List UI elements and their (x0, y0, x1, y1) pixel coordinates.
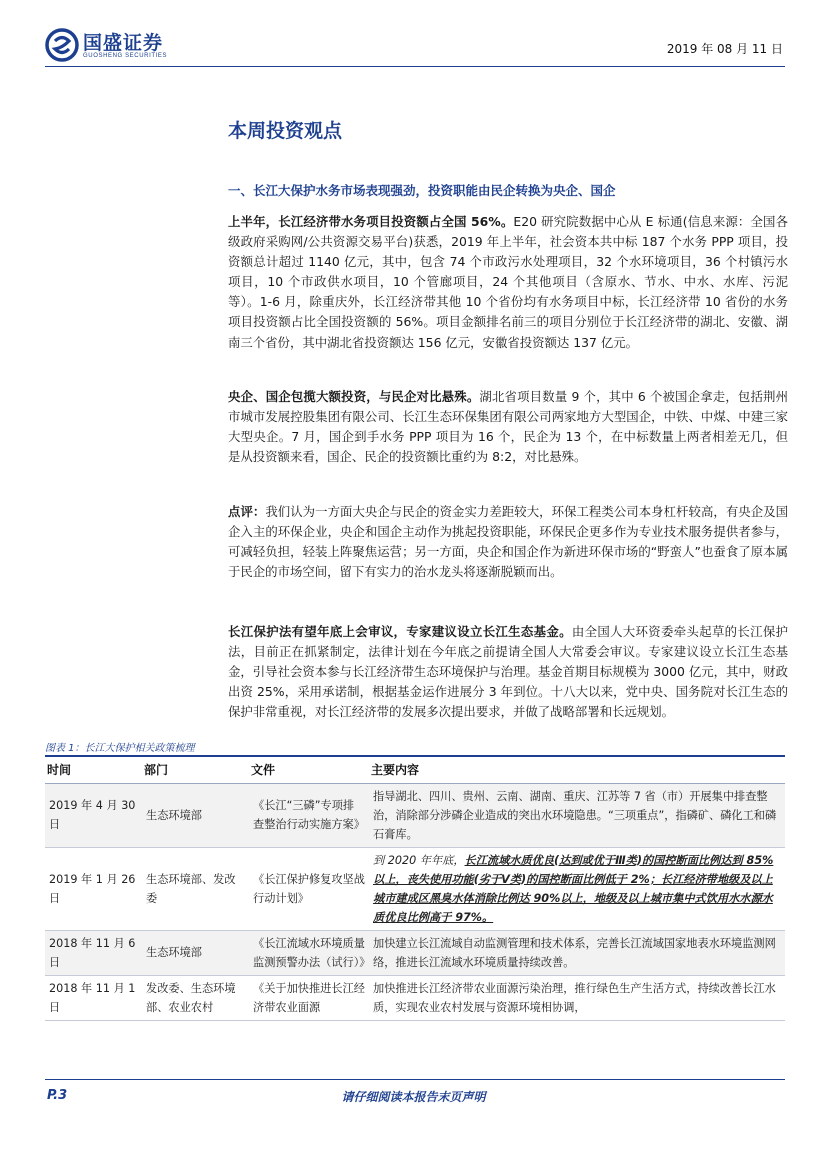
table-row (45, 930, 785, 975)
header-divider (45, 66, 785, 67)
paragraph-lead: 长江保护法有望年底上会审议，专家建议设立长江生态基金。 (228, 624, 572, 639)
paragraph-lead: 央企、国企包揽大额投资，与民企对比悬殊。 (228, 389, 480, 404)
cell-dept: 生态环境部 (142, 783, 249, 847)
cell-time: 2019 年 1 月 26 日 (45, 847, 142, 930)
cell-doc: 《长江流域水环境质量监测预警办法（试行）》 (249, 930, 369, 975)
cell-time: 2018 年 11 月 6 日 (45, 930, 142, 975)
table-row (45, 847, 785, 930)
paragraph-body: 湖北省项目数量 9 个，其中 6 个被国企拿走，包括荆州市城市发展控股集团有限公司、长江生态环保集团有限公司两家地方大型国企，中铁、中煤、中建三家大型央企。7 月，国企到手水务 PPP 项目为 16 个，民企为 13 个，在中标数量上两者相差无几，但是从投资额来看，国企、民企的投资额比重约为 8:2，对比悬殊。 (228, 389, 789, 465)
paragraph-lead: 点评： (228, 504, 266, 519)
report-date: 2019 年 08 月 11 日 (666, 42, 783, 56)
logo-text-cn: 国盛证券 (83, 32, 164, 54)
content-highlight: 长江流域水质优良(达到或优于Ⅲ类)的国控断面比例达到 85%以上，丧失使用功能(劣于Ⅴ类)的国控断面比例低于 2%；长江经济带地级及以上城市建成区黑臭水体消除比例达 90%以上，地级及以上城市集中式饮用水水源水质优良比例高于 97%。 (373, 853, 774, 924)
cell-doc: 《长江保护修复攻坚战行动计划》 (249, 847, 369, 930)
footer-divider (45, 1079, 785, 1080)
cell-content: 加快推进长江经济带农业面源污染治理，推行绿色生产生活方式，持续改善长江水质，实现农业农村发展与资源环境相协调， (369, 975, 785, 1020)
column-header-dept: 部门 (142, 759, 249, 783)
cell-doc: 《长江“三磷”专项排查整治行动实施方案》 (249, 783, 369, 847)
paragraph-lead: 上半年，长江经济带水务项目投资额占全国 56%。 (228, 214, 514, 229)
cell-content: 加快建立长江流域自动监测管理和技术体系，完善长江流域国家地表水环境监测网络，推进长江流域水环境质量持续改善。 (369, 930, 785, 975)
page-number: P.3 (47, 1088, 68, 1103)
policy-table (45, 759, 785, 1021)
figure-divider (45, 755, 785, 757)
paragraph-soe-investment (228, 387, 788, 467)
table-row (45, 783, 785, 847)
sub-heading: 一、长江大保护水务市场表现强劲，投资职能由民企转换为央企、国企 (228, 183, 616, 198)
cell-dept: 发改委、生态环境部、农业农村 (142, 975, 249, 1020)
paragraph-body: E20 研究院数据中心从 E 标通(信息来源：全国各级政府采购网/公共资源交易平台)获悉，2019 年上半年，社会资本共中标 187 个水务 PPP 项目，投资额总计超过 1140 亿元，其中，包含 74 个市政污水处理项目，32 个水环境项目，36 个村镇污水项目，10 个市政供水项目，10 个管廊项目，24 个其他项目（含原水、节水、中水、水库、污泥等）。1-6 月，除重庆外，长江经济带其他 10 个省份均有水务项目中标，长江经济带 10 省份的水务项目投资额占比全国投资额的 56%。项目金额排名前三的项目分别位于长江经济带的湖北、安徽、湖南三个省份，其中湖北省投资额达 156 亿元，安徽省投资额达 137 亿元。 (228, 214, 788, 350)
paragraph-yangtze-law (228, 622, 788, 722)
column-header-time: 时间 (45, 759, 142, 783)
paragraph-body: 由全国人大环资委牵头起草的长江保护法，目前正在抓紧制定，法律计划在今年底之前提请全国人大常委会审议。专家建议设立长江生态基金，引导社会资本参与长江经济带生态环境保护与治理。基金首期目标规模为 3000 亿元，其中，财政出资 25%，采用承诺制，根据基金运作进展分 3 年到位。十八大以来，党中央、国务院对长江生态的保护非常重视，对长江经济带的发展多次提出要求，并做了战略部署和长远规划。 (228, 624, 789, 720)
section-title: 本周投资观点 (228, 120, 343, 142)
footer-disclaimer: 请仔细阅读本报告末页声明 (341, 1090, 486, 1104)
paragraph-commentary (228, 502, 788, 582)
paragraph-body: 我们认为一方面大央企与民企的资金实力差距较大，环保工程类公司本身杠杆较高，有央企及国企入主的环保企业，央企和国企主动作为挑起投资职能，环保民企更多作为专业技术服务提供者参与，可减轻负担，轻装上阵聚焦运营；另一方面，央企和国企作为新进环保市场的“野蛮人”也蚕食了原本属于民企的市场空间，留下有实力的治水龙头将逐渐脱颖而出。 (228, 504, 789, 580)
column-header-content: 主要内容 (369, 759, 785, 783)
cell-content (369, 847, 785, 930)
cell-content: 指导湖北、四川、贵州、云南、湖南、重庆、江苏等 7 省（市）开展集中排查整治，消除部分涉磷企业造成的突出水环境隐患。“三项重点”，指磷矿、磷化工和磷石膏库。 (369, 783, 785, 847)
cell-time: 2019 年 4 月 30 日 (45, 783, 142, 847)
column-header-doc: 文件 (249, 759, 369, 783)
table-header-row (45, 759, 785, 783)
paragraph-water-investment (228, 212, 788, 353)
cell-doc: 《关于加快推进长江经济带农业面源 (249, 975, 369, 1020)
content-prefix: 到 2020 年年底， (373, 853, 465, 867)
logo-mark-icon (45, 28, 79, 62)
figure-caption: 图表 1：长江大保护相关政策梳理 (45, 743, 195, 754)
cell-time: 2018 年 11 月 1 日 (45, 975, 142, 1020)
logo-text-en: GUOSHENG SECURITIES (83, 53, 168, 59)
table-row (45, 975, 785, 1020)
cell-dept: 生态环境部 (142, 930, 249, 975)
company-logo (45, 26, 225, 66)
page-header (45, 22, 785, 66)
cell-dept: 生态环境部、发改委 (142, 847, 249, 930)
